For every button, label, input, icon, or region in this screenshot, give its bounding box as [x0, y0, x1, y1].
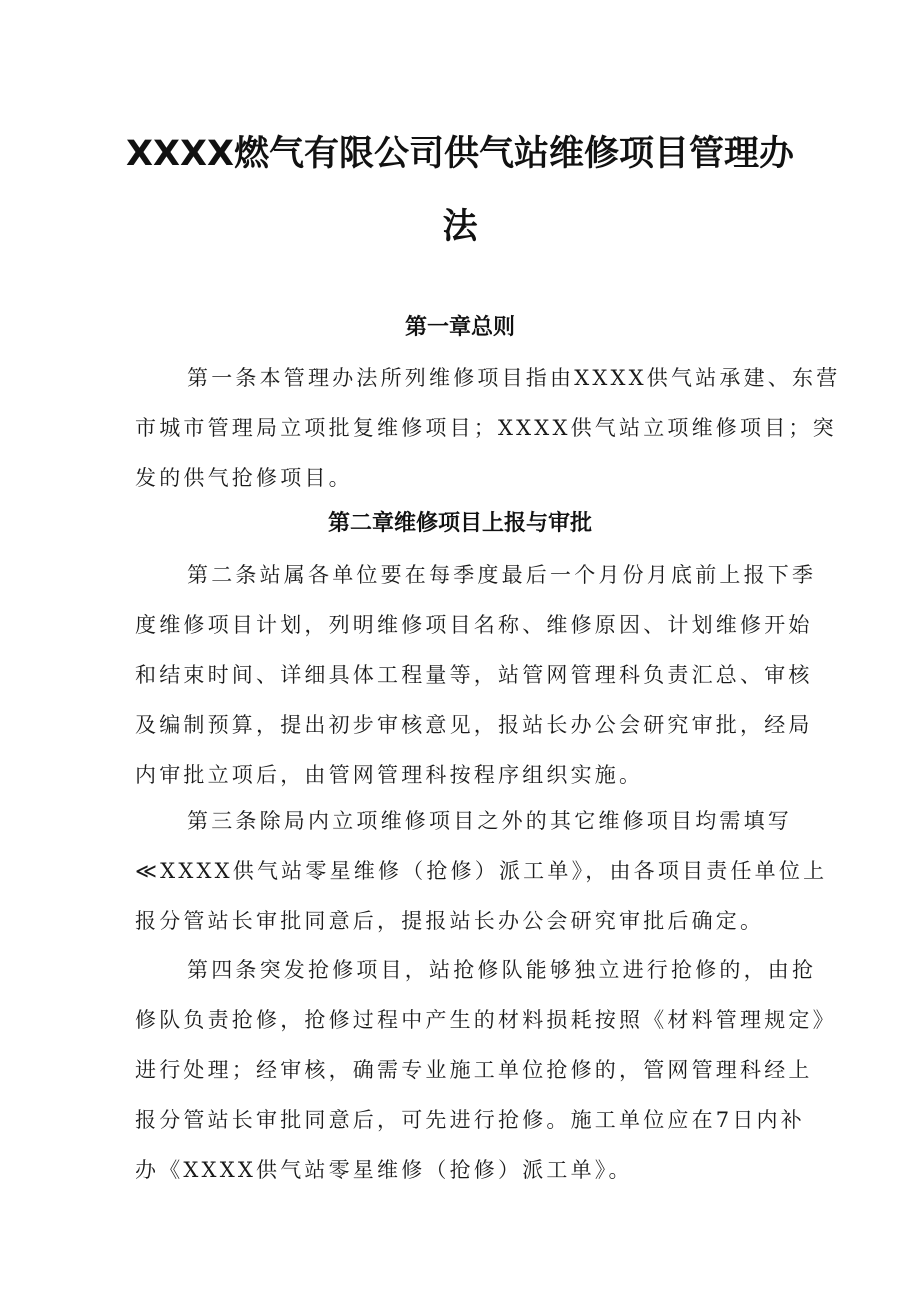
paragraph-line: 及编制预算，提出初步审核意见，报站长办公会研究审批，经局: [135, 713, 813, 737]
paragraph-line: 报分管站长审批同意后，提报站长办公会研究审批后确定。: [135, 909, 765, 933]
article-2-paragraph: [135, 550, 817, 800]
paragraph-line: 内审批立项后，由管网管理科按程序组织实施。: [135, 763, 644, 787]
paragraph-line: 第二条站属各单位要在每季度最后一个月份月底前上报下季: [187, 563, 817, 587]
document-title-line-2: 法: [442, 207, 478, 247]
article-1-paragraph: [135, 353, 841, 503]
article-4-paragraph: [135, 945, 837, 1195]
paragraph-line: 第三条除局内立项维修项目之外的其它维修项目均需填写: [187, 809, 792, 833]
paragraph-line: 市城市管理局立项批复维修项目；XXXX供气站立项维修项目；突: [135, 416, 837, 440]
paragraph-line: 办《XXXX供气站零星维修（抢修）派工单》。: [135, 1158, 633, 1182]
document-title-line-1: XXXX燃气有限公司供气站维修项目管理办: [126, 134, 794, 174]
paragraph-line: 和结束时间、详细具体工程量等，站管网管理科负责汇总、审核: [135, 663, 813, 687]
paragraph-line: 修队负责抢修，抢修过程中产生的材料损耗按照《材料管理规定》: [135, 1008, 837, 1032]
paragraph-line: 第四条突发抢修项目，站抢修队能够独立进行抢修的，由抢: [187, 958, 817, 982]
chapter-1-heading: 第一章总则: [404, 315, 515, 340]
paragraph-line: 报分管站长审批同意后，可先进行抢修。施工单位应在7日内补: [135, 1108, 805, 1132]
paragraph-line: 进行处理；经审核，确需专业施工单位抢修的，管网管理科经上: [135, 1058, 813, 1082]
paragraph-line: 发的供气抢修项目。: [135, 466, 353, 490]
paragraph-line: 度维修项目计划，列明维修项目名称、维修原因、计划维修开始: [135, 613, 813, 637]
paragraph-line: ≪XXXX供气站零星维修（抢修）派工单》，由各项目责任单位上: [135, 859, 828, 883]
paragraph-line: 第一条本管理办法所列维修项目指由XXXX供气站承建、东营: [187, 366, 841, 390]
chapter-2-heading: 第二章维修项目上报与审批: [327, 511, 592, 536]
article-3-paragraph: [135, 796, 828, 946]
